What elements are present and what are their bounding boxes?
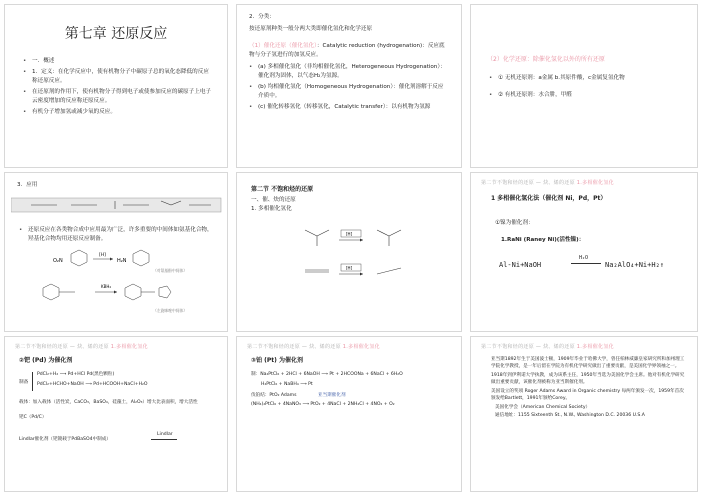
- arrow-label: [H]: [99, 253, 106, 258]
- list-item: • (b) 均相催化氢化（Homogeneous Hydrogenation）：催化剂溶解于反应介质中。: [249, 83, 449, 101]
- acs-name: 美国化学会（American Chemical Society）: [495, 405, 591, 410]
- adams-biography: 亚当斯1892年生于美国波士顿，1909年毕业于哈佛大学，曾任柏林威廉皇家研究所和加州理工学院化学教授，是一年后留在学院为有机化学研究做出了重要贡献，是美国化学界领袖之一。: [491, 357, 685, 369]
- nickel-item: ①镍为催化剂：: [495, 220, 534, 226]
- slide-5[interactable]: [236, 172, 462, 332]
- hydrogenation-subheading: 1. 多相催化氢化: [251, 206, 292, 212]
- hydrogenation-types: [249, 63, 449, 112]
- slide-8[interactable]: [236, 336, 462, 492]
- list-item: • ② 有机还原剂：水合肼，甲醛: [489, 91, 681, 100]
- reaction-note: （左旋咪唑中间体）: [153, 308, 188, 313]
- chemical-reduction-heading: （2）化学还原：除催化氢化以外的所有还原: [487, 56, 605, 63]
- product-label: H₂N: [117, 258, 127, 264]
- list-item: • ① 无机还原剂：a金属 b.其原件酸，c金属复氢化物: [489, 74, 681, 83]
- reaction-note: （对氨基酚中间体）: [153, 268, 188, 273]
- chapter-title: 第七章 还原反应: [64, 26, 168, 42]
- acs-address: 通信地址：1155 Sixteenth St., N.W., Washington D.C. 20036 U.S.A: [495, 413, 645, 418]
- platinum-prep-2: H₂PtCl₆ + NaBH₄ ⟶ Pt: [261, 382, 313, 387]
- reaction-arrow: [151, 439, 177, 440]
- overview-list: [23, 57, 213, 117]
- list-item: • 一．概述: [23, 57, 213, 66]
- application-list: [19, 226, 215, 244]
- list-item: • (a) 多相催化氢化（非均相催化氢化，Heterogeneous Hydrogenation）：催化剂为固体，以气态H₂为氢源。: [249, 63, 449, 81]
- lindlar-note: Lindlar催化剂（钯镀载于PdBaSO4中制成） Lindlar: [19, 433, 213, 445]
- adams-award: 美国设立的奖项 Roger Adams Award in Organic chemistry 每两年颁发一次，1959年首次颁发给Bartlett，1991年颁给Corey。: [491, 389, 684, 401]
- adams-catalyst-label: 亚当斯催化剂: [318, 393, 346, 398]
- adams-career: 1918年到伊利诺大学执教，成为该系主任，1950年当选为美国化学会主席。他对有机化学研究做出重要贡献，该催化剂被称为亚当斯催化剂。: [491, 373, 685, 385]
- palladium-title: ②钯 (Pd) 为催化剂: [19, 357, 73, 364]
- reactant-label: O₂N: [53, 258, 63, 264]
- section-heading: 第二节 不饱和烃的还原: [251, 186, 314, 193]
- hydrogenation-schemes: [245, 220, 455, 300]
- adams-catalyst: 伐铂结：PtO₂ Adams 亚当斯催化剂: [251, 393, 346, 398]
- adams-equation: (NH₄)₂PtCl₆ + 4NaNO₃ ⟶ PtO₂ + 4NaCl + 2NH₄Cl + 4NO₂ + O₂: [251, 402, 395, 407]
- raney-equation: Al-Ni+NaOH H₂O Na₂AlO₄+Ni+H₂↑: [499, 255, 665, 269]
- slide-header: 第二节不饱和烃的还原 — 炔、烯的还原 1.多相催化氢化: [481, 344, 614, 350]
- slide-3[interactable]: [470, 4, 698, 168]
- platinum-prep: 制：Na₂PtCl₆ + 2HCl + 6NaOH ⟶ Pt + 2HCOONa + 6NaCl + 6H₂O: [251, 372, 403, 377]
- raney-nickel-item: 1.RaNi (Raney Ni)(活性镍)：: [501, 237, 585, 243]
- arrow-label: [H]: [346, 231, 353, 237]
- catalytic-reduction-item: [249, 42, 449, 60]
- classification-intro: 按还原剂种类一般分两大类即催化氢化和化学还原: [249, 26, 373, 32]
- list-item: • 还原反应在各类物合成中应用最为广泛，许多重要的中间体如氨基化合物，羟基化合物均用还原反应制备。: [19, 226, 215, 244]
- slide-header: 第二节不饱和烃的还原 — 炔、烯的还原 1.多相催化氢化: [247, 344, 380, 350]
- catalytic-reduction-label: （1）催化还原（催化氢化）: [249, 43, 317, 49]
- hydrogenation-title: 1 多相催化氢化法（催化剂 Ni，Pd，Pt）: [491, 195, 607, 202]
- list-item: • 有机分子增加氢或减少氧的反应。: [23, 108, 213, 117]
- slide-1[interactable]: [4, 4, 228, 168]
- list-item: • 1．定义：在化学反应中，使有机物分子中碳原子总的氧化态降低的反应称还原反应。: [23, 68, 213, 86]
- classification-heading: 2．分类：: [249, 14, 275, 20]
- slide-7[interactable]: [4, 336, 228, 492]
- slide-4[interactable]: [4, 172, 228, 332]
- palladium-prep: 制备 PdCl₂+H₂ ⟶ Pd+HCl Pd(黑色颗粒) PdCl₂+HCHO+NaOH ⟶ Pd+HCOOH+NaCl+H₂O: [19, 371, 215, 393]
- slide-header: 第二节不饱和烃的还原 — 炔、烯的还原 1.多相催化氢化: [15, 344, 148, 350]
- carrier-note: 载体：加入载体（活性炭，CaCO₃，BaSO₄，硅藻土，Al₂O₃）增大比表面积，增大活性: [19, 400, 198, 405]
- slide-6[interactable]: [470, 172, 698, 332]
- amine-conversion-strip: [11, 196, 228, 218]
- slide-2[interactable]: [236, 4, 462, 168]
- arrow-label: KBH₄: [101, 284, 111, 289]
- reductant-list: [489, 74, 681, 100]
- arrow-label: [H]: [346, 265, 353, 271]
- slide-header: 第二节不饱和烃的还原 — 炔、烯的还原 1.多相催化氢化: [481, 180, 614, 186]
- slide-9[interactable]: [470, 336, 698, 492]
- alkyne-subheading: 一、催、炔的还原: [251, 197, 296, 203]
- application-heading: 3．应用: [17, 182, 38, 188]
- reaction-schemes: [13, 248, 223, 318]
- reaction-arrow: [571, 263, 601, 264]
- catalytic-reduction-desc: ：Catalytic reduction (hydrogenation)：反应底物与分子氢进行的加氢反应。: [249, 43, 445, 58]
- list-item: • (c) 催化转移氢化（转移氢化，Catalytic transfer）：以有机物为氢源: [249, 103, 449, 112]
- pd-carbon-note: 钯C（Pd/C）: [19, 415, 47, 420]
- platinum-title: ③铂 (Pt) 为催化剂: [251, 357, 304, 364]
- list-item: • 在还原剂的作用下，使有机物分子得到电子或使参加反应的碳原子上电子云密度增加的反应称还原反应。: [23, 88, 213, 106]
